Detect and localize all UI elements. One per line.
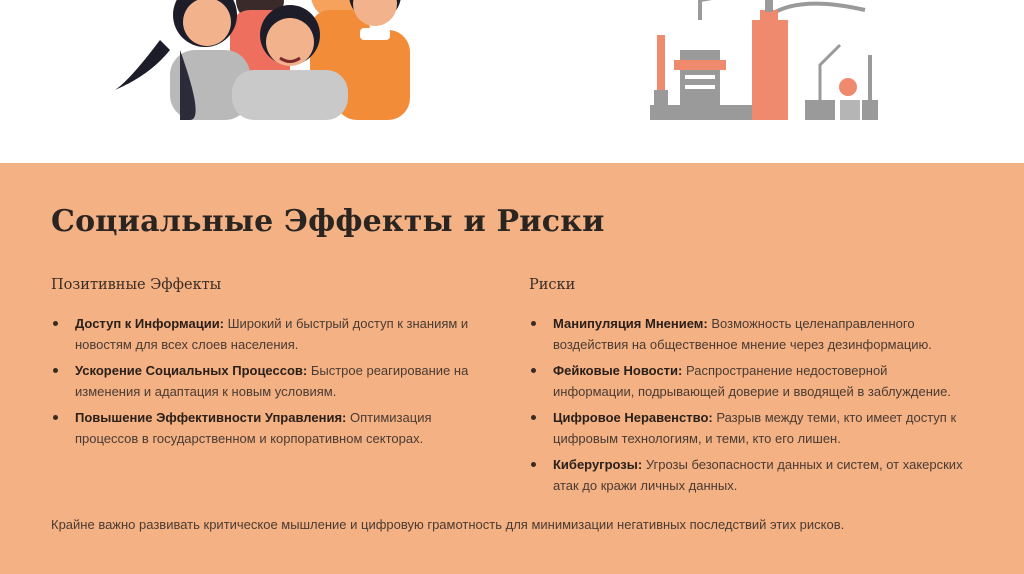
list-item xyxy=(529,313,969,355)
item-term: Манипуляция Мнением: xyxy=(553,316,708,331)
positive-effects-heading: Позитивные Эффекты xyxy=(51,277,222,293)
bullet-icon xyxy=(53,321,58,326)
people-illustration-icon xyxy=(110,0,420,120)
bullet-icon xyxy=(531,368,536,373)
list-item xyxy=(51,313,491,355)
positive-effects-list xyxy=(51,313,491,449)
list-item xyxy=(529,360,969,402)
list-item xyxy=(51,407,491,449)
item-text: Быстрое реагирование на изменения и адаптация к новым условиям. xyxy=(75,363,469,399)
item-term: Доступ к Информации: xyxy=(75,316,225,331)
item-text: Возможность целенаправленного воздействия на общественное мнение через дезинформацию. xyxy=(553,316,932,352)
list-item xyxy=(529,407,969,449)
item-text: Распространение недостоверной информации, подрывающей доверие и вводящей в заблуждение. xyxy=(553,363,951,399)
item-text: Угрозы безопасности данных и систем, от хакерских атак до кражи личных данных. xyxy=(553,457,963,493)
risks-heading: Риски xyxy=(529,277,576,293)
bullet-icon xyxy=(531,462,536,467)
list-item xyxy=(51,360,491,402)
factory-illustration-icon xyxy=(640,0,900,140)
bullet-icon xyxy=(531,415,536,420)
risks-list xyxy=(529,313,969,496)
bullet-icon xyxy=(531,321,536,326)
risks-column xyxy=(529,277,969,501)
item-text: Оптимизация процессов в государственном и корпоративном секторах. xyxy=(75,410,432,446)
content-panel xyxy=(0,163,1024,574)
item-term: Цифровое Неравенство: xyxy=(553,410,713,425)
item-term: Ускорение Социальных Процессов: xyxy=(75,363,308,378)
positive-effects-column xyxy=(51,277,491,454)
list-item xyxy=(529,454,969,496)
slide-title: Социальные Эффекты и Риски xyxy=(51,204,605,239)
item-term: Киберугрозы: xyxy=(553,457,643,472)
bullet-icon xyxy=(53,415,58,420)
item-term: Фейковые Новости: xyxy=(553,363,683,378)
bullet-icon xyxy=(53,368,58,373)
footer-note: Крайне важно развивать критическое мышление и цифровую грамотность для минимизации негативных последствий этих рисков. xyxy=(51,517,845,532)
item-text: Разрыв между теми, кто имеет доступ к цифровым технологиям, и теми, кто его лишен. xyxy=(553,410,957,446)
item-term: Повышение Эффективности Управления: xyxy=(75,410,347,425)
header-illustration-area xyxy=(0,0,1024,163)
item-text: Широкий и быстрый доступ к знаниям и новостям для всех слоев населения. xyxy=(75,316,469,352)
